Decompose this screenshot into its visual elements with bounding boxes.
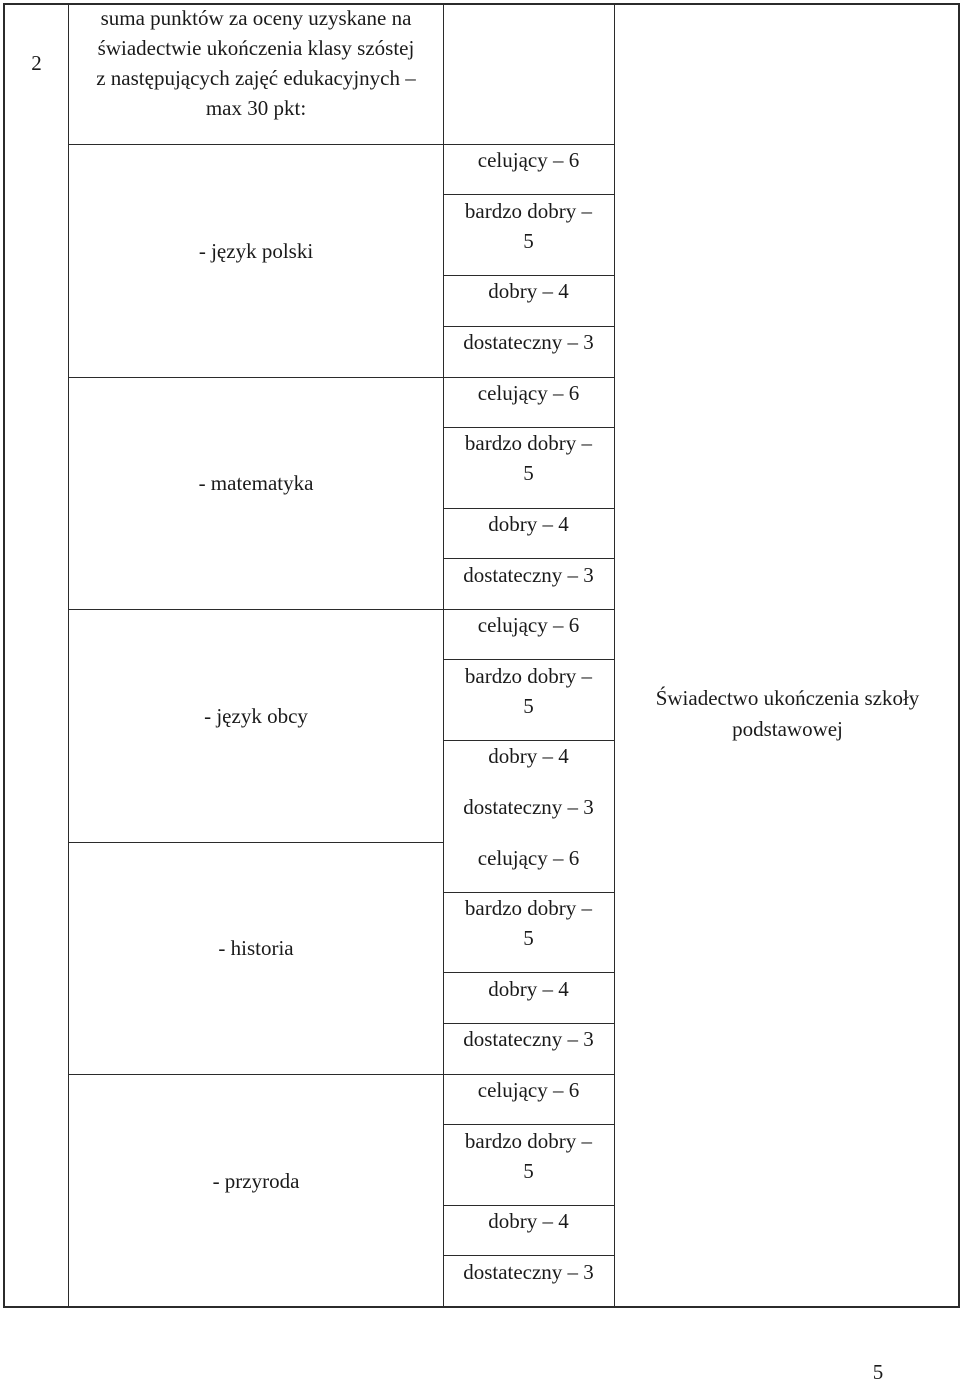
table-border-left — [3, 3, 5, 1308]
grade-border-d2 — [443, 972, 615, 973]
table-border-bottom — [3, 1306, 960, 1308]
grade-dobry: dobry – 4 — [488, 512, 569, 536]
grade-bardzo-dobry: bardzo dobry – — [464, 199, 593, 223]
grade-dostateczny: dostateczny – 3 — [463, 1260, 594, 1284]
grade-celujacy: celujący – 6 — [477, 381, 580, 405]
grade-celujacy: celujący – 6 — [477, 1078, 580, 1102]
grade-border-e1 — [443, 1124, 615, 1125]
certificate-label — [616, 683, 959, 745]
grade-bardzo-dobry: bardzo dobry – — [464, 1129, 593, 1153]
grade-bardzo-dobry: bardzo dobry – — [464, 431, 593, 455]
grade-dobry: dobry – 4 — [488, 1209, 569, 1233]
certificate-label-line-2: podstawowej — [732, 717, 843, 741]
subject-przyroda: - przyroda — [212, 1169, 300, 1193]
grade-border-a1 — [443, 194, 615, 195]
grade-bardzo-dobry-value: 5 — [523, 461, 534, 485]
grade-border-b3 — [443, 558, 615, 559]
grade-dostateczny: dostateczny – 3 — [463, 1027, 594, 1051]
grade-bardzo-dobry: bardzo dobry – — [464, 664, 593, 688]
column-divider-1 — [68, 3, 69, 1308]
grade-dobry: dobry – 4 — [488, 744, 569, 768]
grade-dostateczny: dostateczny – 3 — [463, 795, 594, 819]
grade-bardzo-dobry-value: 5 — [523, 926, 534, 950]
subject-historia: - historia — [218, 936, 294, 960]
criterion-line-1: suma punktów za oceny uzyskane na — [100, 6, 412, 30]
grade-dostateczny: dostateczny – 3 — [463, 330, 594, 354]
subject-jezyk-obcy: - język obcy — [204, 704, 308, 728]
criterion-line-2: świadectwie ukończenia klasy szóstej — [97, 36, 415, 60]
criterion-line-4: max 30 pkt: — [205, 96, 307, 120]
row-number: 2 — [31, 51, 42, 75]
subject-matematyka: - matematyka — [198, 471, 314, 495]
grade-dobry: dobry – 4 — [488, 279, 569, 303]
grade-dostateczny: dostateczny – 3 — [463, 563, 594, 587]
subject-jezyk-polski: - język polski — [198, 239, 314, 263]
subject-row-border-3 — [68, 842, 443, 843]
grade-bardzo-dobry-value: 5 — [523, 229, 534, 253]
grade-bardzo-dobry: bardzo dobry – — [464, 896, 593, 920]
grade-dobry: dobry – 4 — [488, 977, 569, 1001]
grade-border-c1 — [443, 659, 615, 660]
grade-celujacy: celujący – 6 — [477, 846, 580, 870]
grade-bardzo-dobry-value: 5 — [523, 1159, 534, 1183]
column-divider-3 — [614, 3, 615, 1308]
criterion-description — [70, 3, 442, 123]
grade-celujacy: celujący – 6 — [477, 613, 580, 637]
certificate-label-line-1: Świadectwo ukończenia szkoły — [655, 686, 920, 710]
grade-celujacy: celujący – 6 — [477, 148, 580, 172]
grade-border-e3 — [443, 1255, 615, 1256]
grade-bardzo-dobry-value: 5 — [523, 694, 534, 718]
criterion-line-3: z następujących zajęć edukacyjnych – — [96, 66, 416, 90]
page-number: 5 — [872, 1360, 884, 1384]
